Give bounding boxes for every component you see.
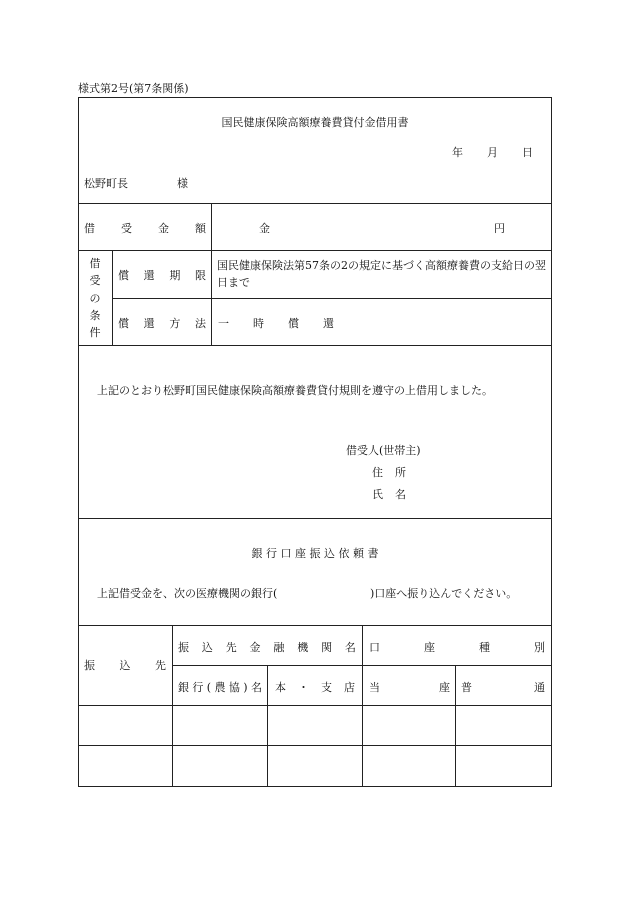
form-number: 様式第2号(第7条関係) <box>78 82 189 95</box>
repayment-method-label: 償 還 方 法 <box>118 317 206 330</box>
borrower-name-label: 氏 名 <box>372 488 406 501</box>
repayment-period-value: 国民健康保険法第57条の2の規定に基づく高額療養費の支給日の翌日まで <box>217 259 546 289</box>
divider-header <box>78 203 552 204</box>
transfer-destination-label: 振 込 先 <box>84 659 166 672</box>
transfer-request-text-before: 上記借受金を、次の医療機関の銀行( <box>97 587 278 600</box>
current-account-label: 当 座 <box>369 681 450 694</box>
savings-account-label: 普 通 <box>461 681 545 694</box>
bank-name-header: 銀 行 ( 農 協 ) 名 <box>178 680 262 694</box>
borrowing-statement: 上記のとおり松野町国民健康保険高額療養費貸付規則を遵守の上借用しました。 <box>97 384 493 397</box>
loan-amount-unit: 円 <box>494 222 505 235</box>
table-row-1-branch-cell[interactable] <box>268 706 361 744</box>
borrower-title: 借受人(世帯主) <box>346 444 421 457</box>
divider-amount <box>78 250 552 251</box>
table-row-2-bank-cell[interactable] <box>173 746 266 786</box>
addressee-honorific: 様 <box>177 177 188 190</box>
document-title: 国民健康保険高額療養費貸付金借用書 <box>221 116 409 129</box>
account-type-header: 口 座 種 別 <box>369 641 545 654</box>
divider-conditions <box>112 298 552 299</box>
repayment-method-value: 一 時 償 還 <box>218 317 334 330</box>
table-row-2-current-cell[interactable] <box>363 746 454 786</box>
divider-conditions-column <box>112 250 113 345</box>
table-row-1-savings-cell[interactable] <box>456 706 551 744</box>
table-row-1-bank-cell[interactable] <box>173 706 266 744</box>
borrower-address-label: 住 所 <box>372 466 406 479</box>
transfer-request-title: 銀 行 口 座 振 込 依 頼 書 <box>251 547 379 560</box>
divider-table <box>78 625 552 626</box>
table-row-1-label-cell[interactable] <box>79 706 171 744</box>
table-row-1-current-cell[interactable] <box>363 706 454 744</box>
table-row-2-branch-cell[interactable] <box>268 746 361 786</box>
date-day: 日 <box>522 146 533 159</box>
divider-label-column <box>211 203 212 345</box>
repayment-period-label: 償 還 期 限 <box>118 269 206 282</box>
divider-statement <box>78 345 552 346</box>
addressee-name: 松野町長 <box>84 177 128 190</box>
date-year: 年 <box>452 146 463 159</box>
date-month: 月 <box>487 146 498 159</box>
table-row-2-savings-cell[interactable] <box>456 746 551 786</box>
loan-amount-prefix: 金 <box>259 222 270 235</box>
transfer-request-text-after: )口座へ振り込んでください。 <box>370 587 518 600</box>
divider-transfer <box>78 518 552 519</box>
institution-name-header: 振 込 先 金 融 機 関 名 <box>178 641 356 654</box>
conditions-label: 借 受 の 条 件 <box>89 257 101 339</box>
loan-amount-label: 借 受 金 額 <box>84 222 206 235</box>
branch-header: 本 ・ 支 店 <box>275 681 355 694</box>
table-row-2-label-cell[interactable] <box>79 746 171 786</box>
